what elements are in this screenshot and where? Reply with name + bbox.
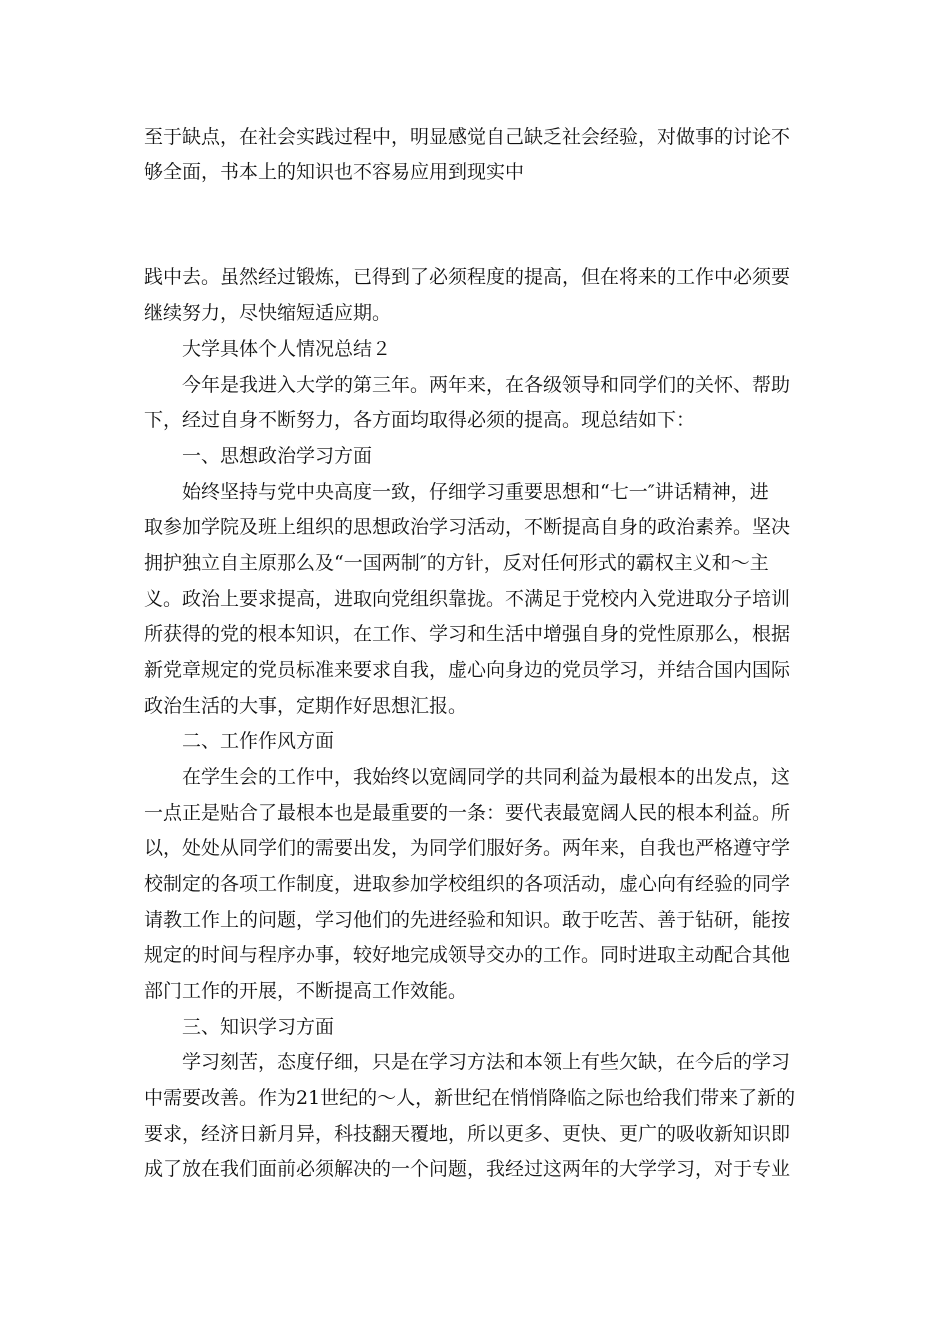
section-heading: 大学具体个人情况总结２: [182, 338, 392, 360]
text-line: 所获得的党的根本知识，在工作、学习和生活中增强自身的党性原那么，根据: [144, 623, 791, 645]
section-heading: 一、思想政治学习方面: [182, 445, 373, 467]
text-line: 规定的时间与程序办事，较好地完成领导交办的工作。同时进取主动配合其他: [144, 944, 791, 966]
text-line: 新党章规定的党员标准来要求自我，虚心向身边的党员学习，并结合国内国际: [144, 659, 791, 681]
text-line: 请教工作上的问题，学习他们的先进经验和知识。敢于吃苦、善于钻研，能按: [144, 909, 791, 931]
text-line: 始终坚持与党中央高度一致，仔细学习重要思想和“七一″讲话精神，进: [182, 481, 769, 503]
text-line: 下，经过自身不断努力，各方面均取得必须的提高。现总结如下：: [144, 409, 696, 431]
section-heading: 三、知识学习方面: [182, 1016, 335, 1038]
text-line: 够全面，书本上的知识也不容易应用到现实中: [144, 161, 525, 183]
text-line: 拥护独立自主原那么及“一国两制″的方针，反对任何形式的霸权主义和～主: [144, 552, 769, 574]
text-line: 至于缺点，在社会实践过程中，明显感觉自己缺乏社会经验，对做事的讨论不: [144, 126, 791, 148]
section-heading: 二、工作作风方面: [182, 730, 335, 752]
text-line: 一点正是贴合了最根本也是最重要的一条：要代表最宽阔人民的根本利益。所: [144, 802, 791, 824]
text-line: 以，处处从同学们的需要出发，为同学们服好务。两年来，自我也严格遵守学: [144, 837, 791, 859]
text-line: 今年是我进入大学的第三年。两年来，在各级领导和同学们的关怀、帮助: [182, 374, 791, 396]
text-line: 成了放在我们面前必须解决的一个问题，我经过这两年的大学学习，对于专业: [144, 1158, 791, 1180]
text-line: 践中去。虽然经过锻炼，已得到了必须程度的提高，但在将来的工作中必须要: [144, 266, 791, 288]
text-line: 义。政治上要求提高，进取向党组织靠拢。不满足于党校内入党进取分子培训: [144, 588, 791, 610]
text-line: 要求，经济日新月异，科技翻天覆地，所以更多、更快、更广的吸收新知识即: [144, 1123, 791, 1145]
text-line: 政治生活的大事，定期作好思想汇报。: [144, 695, 468, 717]
text-line: 中需要改善。作为21世纪的～人，新世纪在悄悄降临之际也给我们带来了新的: [144, 1087, 796, 1109]
text-line: 学习刻苦，态度仔细，只是在学习方法和本领上有些欠缺，在今后的学习: [182, 1051, 791, 1073]
text-line: 继续努力，尽快缩短适应期。: [144, 302, 392, 324]
text-line: 在学生会的工作中，我始终以宽阔同学的共同利益为最根本的出发点，这: [182, 766, 791, 788]
text-line: 部门工作的开展，不断提高工作效能。: [144, 980, 468, 1002]
text-line: 校制定的各项工作制度，进取参加学校组织的各项活动，虚心向有经验的同学: [144, 873, 791, 895]
text-line: 取参加学院及班上组织的思想政治学习活动，不断提高自身的政治素养。坚决: [144, 516, 791, 538]
